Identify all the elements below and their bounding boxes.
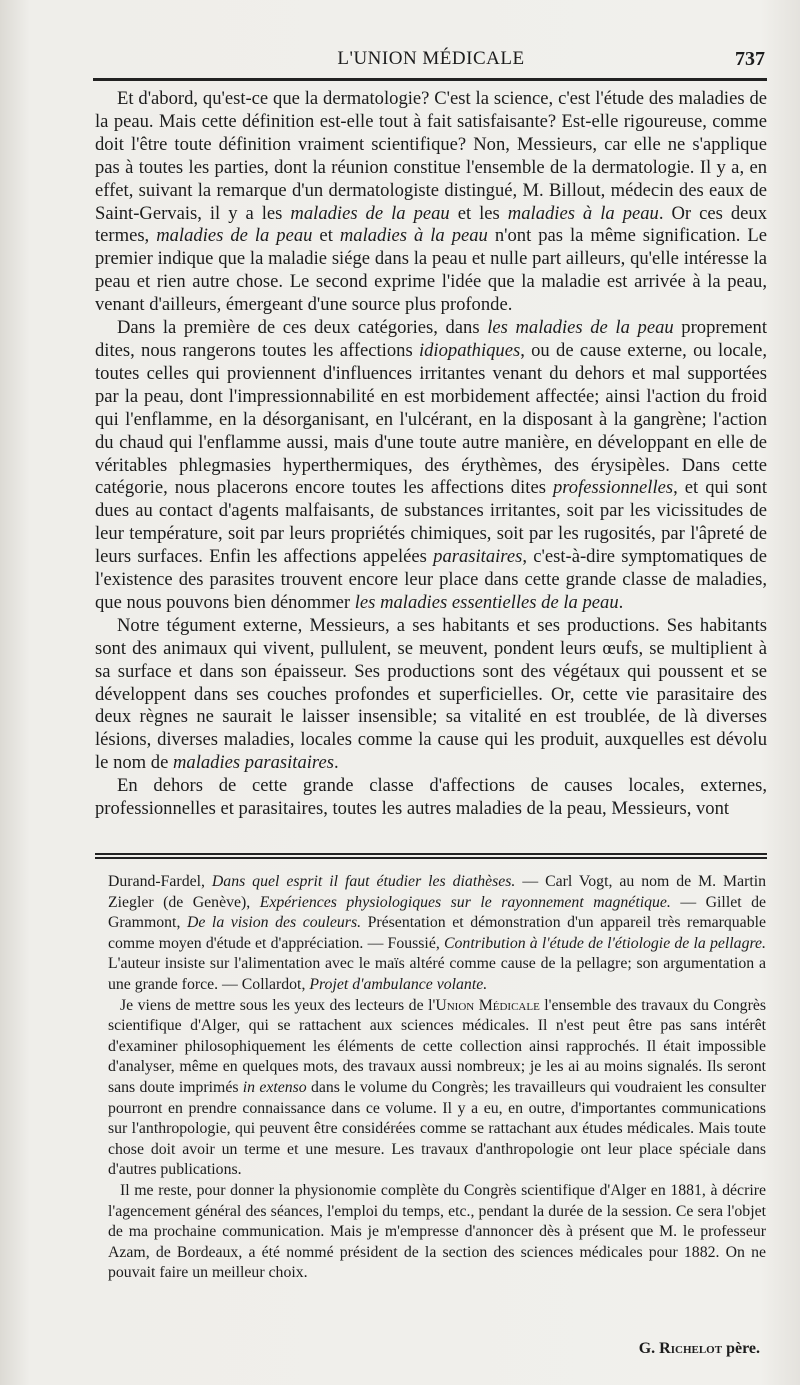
page-header xyxy=(95,44,767,74)
running-title: L'UNION MÉDICALE xyxy=(337,48,525,69)
small-caps-run: Union Médicale xyxy=(435,996,540,1014)
body-paragraph xyxy=(95,775,767,821)
text-run: Je viens de mettre sous les yeux des lecteurs de l' xyxy=(120,996,436,1014)
text-run: . Or ces deux termes, xyxy=(95,202,767,247)
text-run: , c'est-à-dire symptomatiques de l'existence des parasites trouvent encore leur place dans cette grande classe de maladies, que nous pouvons bien dénommer xyxy=(95,546,767,613)
text-run: l'ensemble des travaux du Congrès scientifique d'Alger, qui se rattachent aux sciences médicales. Il n'est peut être pas sans intérêt d'examiner philosophiquement les éléments de cette collection ainsi rapprochés. Il était impossible d'analyser, même en quelques mots, des travaux aussi nombreux; je les ai au moins signalés. Ils seront sans doute imprimés xyxy=(108,996,766,1096)
italic-run: les maladies essentielles de la peau xyxy=(354,591,619,613)
text-run: Durand-Fardel, xyxy=(108,873,212,890)
text-run: Et d'abord, qu'est-ce que la dermatologie? C'est la science, c'est l'étude des maladies de la peau. Mais cette définition est-elle tout à fait satisfaisante? Est-elle rigoureuse, comme doit l'être toute définition vraiment scientifique? Non, Messieurs, car elle ne s'applique pas à toutes les parties, dont la réunion constitue l'ensemble de la dermatologie. Il y a, en effet, suivant la remarque d'un dermatologiste distingué, M. Billout, médecin des eaux de Saint-Gervais, il y a les xyxy=(95,88,767,224)
text-run: — Gillet de Grammont, xyxy=(108,893,767,932)
text-run: proprement dites, nous rangerons toutes les affections xyxy=(95,317,768,361)
italic-run: parasitaires xyxy=(433,546,523,568)
text-run: , ou de cause externe, ou locale, toutes celles qui proviennent d'influences irritantes venant du dehors et mal supportées par la peau, dont l'impressionnabilité en est morbidement affectée; ainsi l'action du froid qui l'enflamme, en la désorganisant, en l'ulcérant, en la disposant à la gangrène; l'action du chaud qui l'enflamme aussi, mais d'une toute autre manière, en développant en elle de véritables phlegmasies hyperthermiques, des érythèmes, des érysipèles. Dans cette catégorie, nous placerons encore toutes les affections dites xyxy=(95,339,767,499)
article-body xyxy=(95,88,767,821)
feuilleton-paragraph xyxy=(108,1181,766,1284)
text-run: Notre tégument externe, Messieurs, a ses habitants et ses productions. Ses habitants sont des animaux qui vivent, pullulent, se meuvent, pondent leurs œufs, se multiplient à sa surface et dans son épaisseur. Ses productions sont des végétaux qui poussent et se développent dans ses couches profondes et superficielles. Or, cette vie parasitaire des deux règnes ne saurait le laisser insensible; sa vitalité en est troublée, de là diverses lésions, diverses maladies, locales comme la cause qui les produit, auxquelles est dévolu le nom de xyxy=(95,614,767,774)
page-number: 737 xyxy=(735,48,765,70)
italic-run: maladies à la peau xyxy=(507,202,659,224)
italic-run: les maladies de la peau xyxy=(487,317,674,339)
italic-run: maladies de la peau xyxy=(290,202,450,224)
italic-run: Contribution à l'étude de l'étiologie de la pellagre. xyxy=(443,934,766,952)
text-run: Présentation et démonstration d'un appareil très remarquable comme moyen d'étude et d'appréciation. — Foussié, xyxy=(108,914,766,952)
italic-run: professionnelles xyxy=(552,477,674,499)
author-signature xyxy=(639,1340,760,1358)
signature-suffix: père. xyxy=(722,1340,760,1357)
signature-name: G. Richelot xyxy=(638,1340,723,1357)
feuilleton-paragraph xyxy=(108,996,766,1181)
text-run: . xyxy=(333,752,339,774)
text-run: et les xyxy=(449,202,508,224)
italic-run: maladies de la peau xyxy=(156,225,313,247)
italic-run: Dans quel esprit il faut étudier les diathèses. xyxy=(211,873,516,890)
text-run: — Carl Vogt, au nom de M. Martin Ziegler (de Genève), xyxy=(108,873,767,911)
text-run: . xyxy=(618,591,624,613)
italic-run: maladies parasitaires xyxy=(172,752,334,774)
italic-run: Expériences physiologiques sur le rayonnement magnétique. xyxy=(259,893,671,911)
body-paragraph xyxy=(95,88,767,317)
text-run: , et qui sont dues au contact d'agents malfaisants, de substances irritantes, soit par les vicissitudes de leur température, soit par leurs propriétés chimiques, soit par les rugosités, par l'âpreté de leurs surfaces. Enfin les affections appelées xyxy=(95,477,767,568)
italic-run: maladies à la peau xyxy=(339,225,488,247)
italic-run: in extenso xyxy=(242,1078,307,1096)
text-run: dans le volume du Congrès; les travailleurs qui voudraient les consulter pourront en prendre connaissance dans ce volume. Il y a eu, en outre, d'importantes communications sur l'anthropologie, qui peuvent être considérées comme se rattachant aux études médicales. Mais toute chose doit avoir un terme et une mesure. Les travaux d'anthropologie ont leur place spéciale dans d'autres publications. xyxy=(108,1078,766,1179)
text-run: L'auteur insiste sur l'alimentation avec le maïs altéré comme cause de la pellagre; son argumentation a une grande force. — Collardot, xyxy=(108,955,766,993)
text-run: et xyxy=(312,225,340,247)
text-run: Il me reste, pour donner la physionomie complète du Congrès scientifique d'Alger en 1881, à décrire l'agencement général des séances, l'emploi du temps, etc., pendant la durée de la session. Ce sera l'objet de ma prochaine communication. Mais je m'empresse d'annoncer dès à présent que M. le professeur Azam, de Bordeaux, a été nommé président de la section des sciences médicales pour 1882. On ne pouvait faire un meilleur choix. xyxy=(108,1181,766,1282)
body-paragraph xyxy=(95,317,767,615)
italic-run: Projet d'ambulance volante. xyxy=(309,975,488,993)
body-paragraph xyxy=(95,615,767,775)
feuilleton-paragraph xyxy=(108,872,766,996)
italic-run: De la vision des couleurs. xyxy=(186,914,362,932)
feuilleton-section xyxy=(108,872,766,1284)
text-run: n'ont pas la même signification. Le premier indique que la maladie siége dans la peau et nulle part ailleurs, qu'elle intéresse la peau et rien autre chose. Le second exprime l'idée que la maladie est arrivée à la peau, venant d'ailleurs, émergeant d'une source plus profonde. xyxy=(95,225,767,316)
feuilleton-separator xyxy=(95,853,767,859)
italic-run: idiopathiques xyxy=(418,339,521,361)
text-run: Dans la première de ces deux catégories, dans xyxy=(117,317,488,339)
text-run: En dehors de cette grande classe d'affections de causes locales, externes, professionnelles et parasitaires, toutes les autres maladies de la peau, Messieurs, vont xyxy=(95,775,767,820)
header-rule xyxy=(93,78,767,81)
